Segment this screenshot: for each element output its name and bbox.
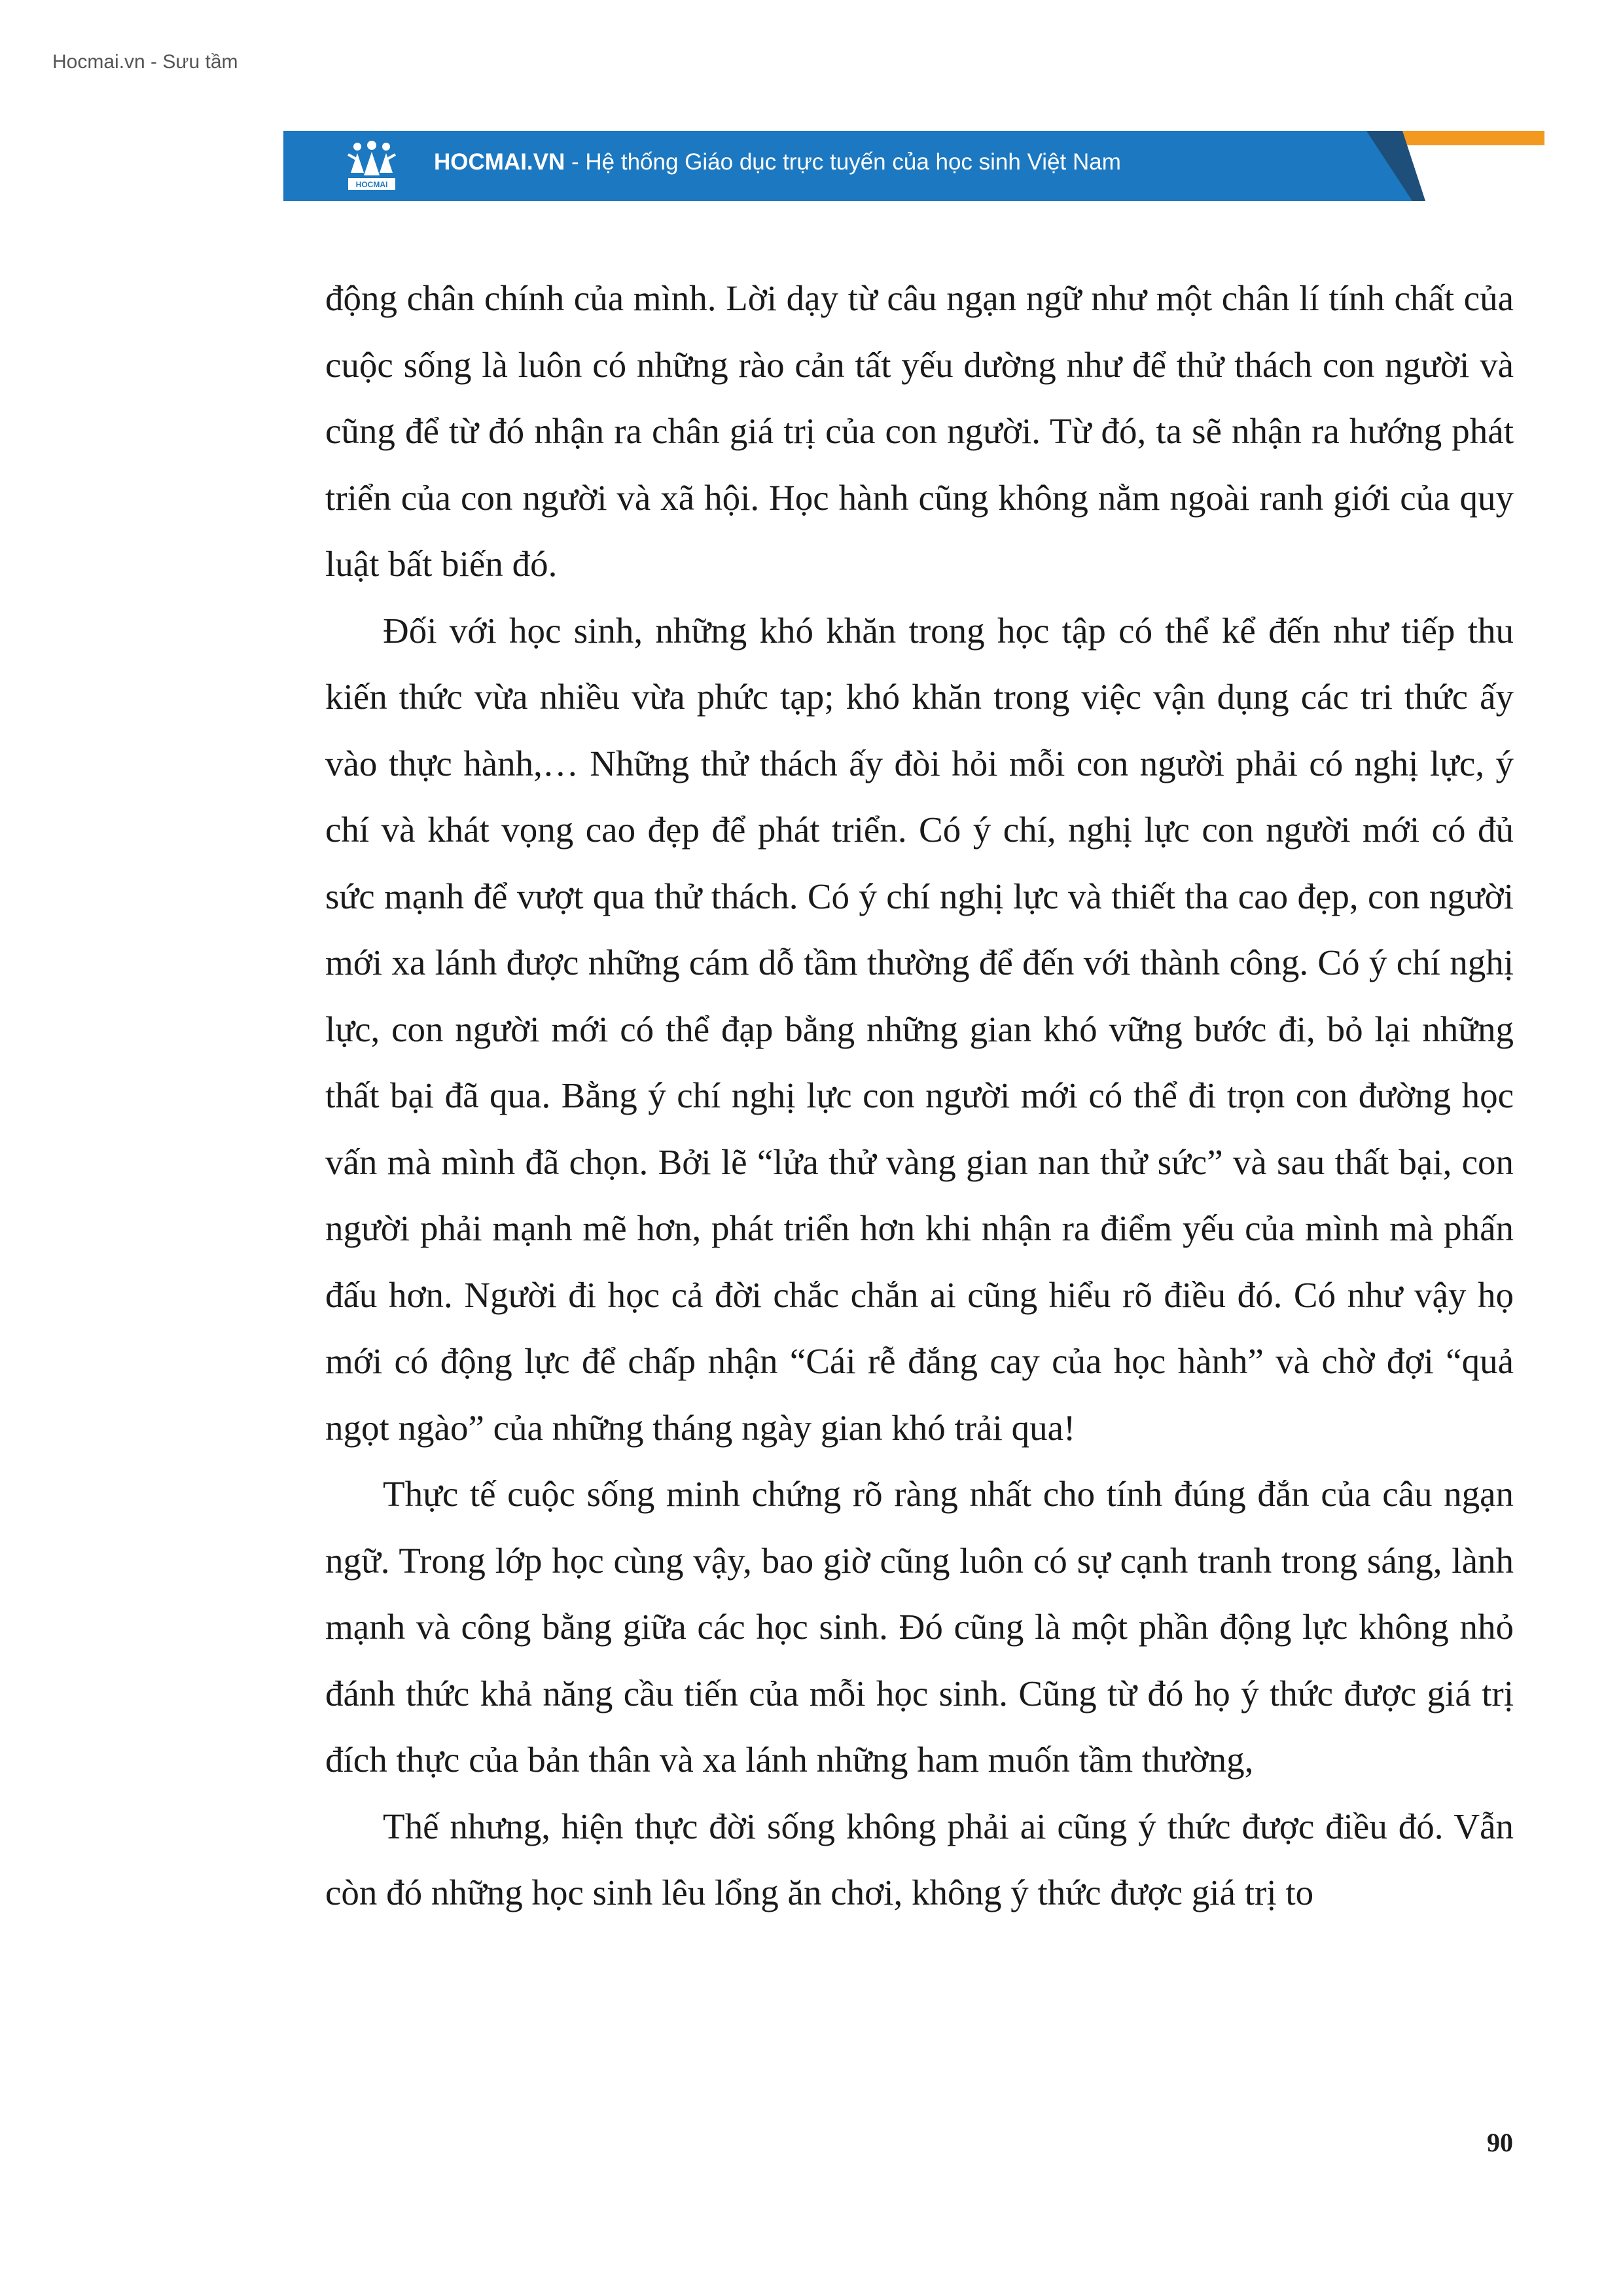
paragraph-4: Thế nhưng, hiện thực đời sống không phải ai cũng ý thức được điều đó. Vẫn còn đó những học sinh lêu lổng ăn chơi, không ý thức được giá trị to [325, 1806, 1514, 1912]
paragraph-2: Đối với học sinh, những khó khăn trong học tập có thể kể đến như tiếp thu kiến thức vừa nhiều vừa phức tạp; khó khăn trong việc vận dụng các tri thức ấy vào thực hành,… Những thử thách ấy đòi hỏi mỗi con người phải có nghị lực, ý chí và khát vọng cao đẹp để phát triển. Có ý chí, nghị lực con người mới có đủ sức mạnh để vượt qua thử thách. Có ý chí nghị lực và thiết tha cao đẹp, con người mới xa lánh được những cám dỗ tầm thường để đến với thành công. Có ý chí nghị lực, con người mới có thể đạp bằng những gian khó vững bước đi, bỏ lại những thất bại đã qua. Bằng ý chí nghị lực con người mới có thể đi trọn con đường học vấn mà mình đã chọn. Bởi lẽ “lửa thử vàng gian nan thử sức” và sau thất bại, con người phải mạnh mẽ hơn, phát triển hơn khi nhận ra điểm yếu của mình mà phấn đấu hơn. Người đi học cả đời chắc chắn ai cũng hiểu rõ điều đó. Có như vậy họ mới có động lực để chấp nhận “Cái rễ đắng cay của học hành” và chờ đợi “quả ngọt ngào” của những tháng ngày gian khó trải qua! [325, 610, 1514, 1448]
banner-tagline: - Hệ thống Giáo dục trực tuyến của học sinh Việt Nam [565, 149, 1121, 175]
source-note: Hocmai.vn - Sưu tầm [52, 51, 238, 73]
logo-caption: HOCMAI [355, 180, 388, 189]
document-body [325, 265, 1514, 1926]
hocmai-logo-icon [346, 140, 398, 192]
paragraph-1: động chân chính của mình. Lời dạy từ câu ngạn ngữ như một chân lí tính chất của cuộc sống là luôn có những rào cản tất yếu dường như để thử thách con người và cũng để từ đó nhận ra chân giá trị của con người. Từ đó, ta sẽ nhận ra hướng phát triển của con người và xã hội. Học hành cũng không nằm ngoài ranh giới của quy luật bất biến đó. [325, 278, 1514, 584]
brand-name: HOCMAI.VN [434, 149, 565, 175]
paragraph-3: Thực tế cuộc sống minh chứng rõ ràng nhất cho tính đúng đắn của câu ngạn ngữ. Trong lớp học cùng vậy, bao giờ cũng luôn có sự cạnh tranh trong sáng, lành mạnh và công bằng giữa các học sinh. Đó cũng là một phần động lực không nhỏ đánh thức khả năng cầu tiến của mỗi học sinh. Cũng từ đó họ ý thức được giá trị đích thực của bản thân và xa lánh những ham muốn tầm thường, [325, 1474, 1514, 1780]
page-number: 90 [1487, 2128, 1513, 2157]
header-banner [283, 131, 1544, 201]
banner-title [434, 149, 1121, 175]
